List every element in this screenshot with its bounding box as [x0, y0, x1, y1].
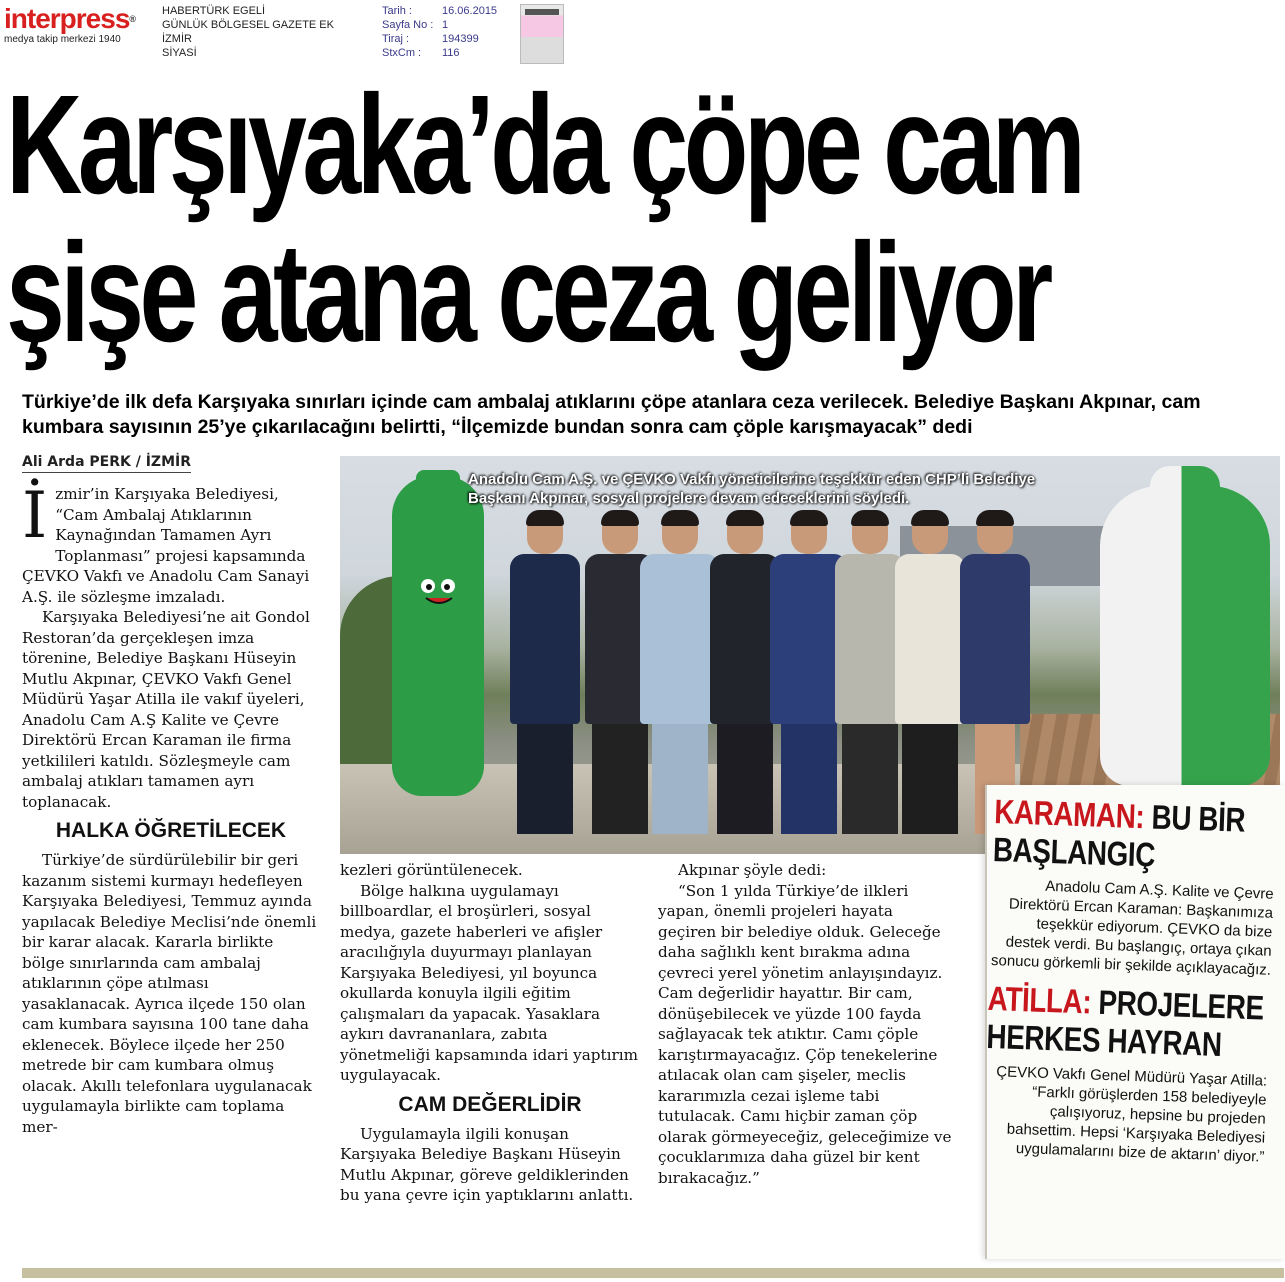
paragraph: Uygulamayla ilgili konuşan Karşıyaka Belediye Başkanı Hüseyin Mutlu Akpınar, göreve geldiklerinden bu yana çevre için yaptıklarını anlattı. — [340, 1124, 634, 1204]
person-legs — [902, 724, 958, 834]
lead-paragraph — [22, 479, 320, 607]
paragraph: Türkiye’de sürdürülebilir bir geri kazanım sistemi kurmayı hedefleyen Karşıyaka Belediyesi, Temmuz ayında yapılacak Belediye Meclisi’nde önemli bir karar alacak. Kararla birlikte bölge sınırlarında cam ambalaj atıklarının çöpe atılması yasaklanacak. Ayrıca ilçede 150 olan cam kumbara sayısına 100 tane daha eklenecek. Böylece ilçede her 250 metrede bir cam kumbara olmuş olacak. Akıllı telefonlara uygulanacak uygulamayla birlikte cam toplama mer- — [22, 851, 317, 1136]
person-hair — [726, 510, 764, 526]
photo-caption: Anadolu Cam A.Ş. ve ÇEVKO Vakfı yöneticilerine teşekkür eden CHP’li Belediye Başkanı Akpınar, sosyal projelere devam edeceklerini söyledi. — [468, 471, 1036, 507]
person-hair — [976, 510, 1014, 526]
headline — [6, 65, 1082, 371]
publication-info — [162, 4, 334, 60]
person-suit — [510, 554, 580, 724]
meta-value-circulation: 194399 — [442, 33, 479, 45]
clip-metadata — [382, 4, 512, 60]
publication-line: GÜNLÜK BÖLGESEL GAZETE EK — [162, 19, 334, 31]
bottle-neck — [1150, 466, 1220, 536]
logo-subtitle: medya takip merkezi 1940 — [4, 34, 121, 45]
section-heading: CAM DEĞERLİDİR — [398, 1092, 582, 1116]
meta-value-date: 16.06.2015 — [442, 5, 498, 17]
person-hair — [661, 510, 699, 526]
person-legs — [652, 724, 708, 834]
registered-mark: ® — [129, 14, 136, 24]
meta-value-stxcm: 116 — [442, 47, 460, 59]
person-legs — [842, 724, 898, 834]
paragraph: Bölge halkına uygulamayı billboardlar, el broşürleri, sosyal medya, gazete haberleri ve afişler aracılığıyla duyurmayı planlayan Karşıyaka Belediyesi, yıl boyunca okullarda konuyla ilgili eğitim çalışmaları da yapacak. Yasaklara aykırı davrananlara, zabıta yönetmeliği kapsamında idari yaptırım uygulayacak. — [340, 881, 638, 1084]
person-hair — [851, 510, 889, 526]
byline: Ali Arda PERK / İZMİR — [22, 454, 191, 473]
meta-label-circulation: Tiraj : — [382, 33, 410, 45]
person-hair — [911, 510, 949, 526]
paragraph: kezleri görüntülenecek. — [340, 861, 523, 879]
person-suit — [640, 554, 720, 724]
sidebar-title-name: KARAMAN: — [993, 793, 1145, 837]
bottom-border — [22, 1268, 1284, 1278]
interpress-logo — [4, 4, 154, 48]
sidebar-title-text: BU BİR BAŞLANGIÇ — [992, 798, 1246, 875]
green-bottle-mascot — [392, 476, 484, 796]
headline-line-1: Karşıyaka’da çöpe cam — [6, 65, 1082, 223]
person-hair — [601, 510, 639, 526]
subheadline: Türkiye’de ilk defa Karşıyaka sınırları içinde cam ambalaj atıklarını çöpe atanlara ceza verilecek. Belediye Başkanı Akpınar, cam kumbara sayısının 25’ye çıkarılacağını belirtti, “İlçemizde bundan sonra cam çöple karışmayacak” dedi — [22, 391, 1201, 438]
meta-label-page: Sayfa No : — [382, 19, 434, 31]
meta-value-page: 1 — [442, 19, 449, 31]
person-legs — [781, 724, 837, 834]
article-column-3 — [658, 860, 953, 1188]
person-legs — [517, 724, 573, 834]
person-hair — [790, 510, 828, 526]
sidebar-title-name: ATİLLA: — [987, 979, 1092, 1022]
publication-line: SİYASİ — [162, 47, 197, 59]
headline-line-2: şişe atana ceza geliyor — [6, 213, 1049, 371]
sidebar-title-text: PROJELERE HERKES HAYRAN — [985, 983, 1265, 1065]
drop-cap: İ — [22, 479, 48, 553]
meta-label-date: Tarih : — [382, 5, 412, 17]
person-hair — [526, 510, 564, 526]
bottle-neck — [416, 470, 460, 510]
sidebar-title-atilla — [986, 980, 1267, 1066]
section-heading: HALKA ÖĞRETİLECEK — [55, 819, 287, 842]
person-legs — [717, 724, 773, 834]
article-column-1 — [22, 479, 320, 1137]
paragraph: Akpınar şöyle dedi: — [678, 861, 827, 879]
quote-paragraph: “Son 1 yılda Türkiye’de ilkleri yapan, önemli projeleri hayata geçiren bir belediye olduk. Geleceğe daha sağlıklı kent bırakma adına çevreci yerel yönetim anlayışındayız. Cam değerlidir hayattır. Bir cam, dönüşebilecek ve yüzde 100 fayda sağlayacak tek atıktır. Camı çöple karıştırmayacağız. Çöp tenekelerine atılacak olan cam şişeler, meclis kararımızla cezai işleme tabi tutulacak. Camı hiçbir zaman çöp olarak görmeyeceğiz, geleceğimize ve çocuklarımıza daha güzel bir kent bırakacağız.” — [658, 881, 952, 1187]
mascot-face-icon — [414, 576, 464, 606]
publication-line: HABERTÜRK EGELİ — [162, 5, 266, 17]
person — [895, 510, 965, 834]
paragraph-text: zmir’in Karşıyaka Belediyesi, “Cam Ambalaj Atıklarının Kaynağından Tamamen Ayrı Toplanması” projesi kapsamında ÇEVKO Vakfı ve Anadolu Cam Sanayi A.Ş. ile sözleşme imzaladı. — [22, 485, 310, 606]
meta-label-stxcm: StxCm : — [382, 47, 422, 59]
person — [640, 510, 720, 834]
person-dress — [960, 554, 1030, 724]
publication-line: İZMİR — [162, 33, 192, 45]
person-jacket — [895, 554, 965, 724]
page-thumbnail — [520, 4, 564, 64]
article-column-2 — [340, 860, 640, 1206]
sidebar-title-karaman — [992, 793, 1273, 879]
sidebar-content — [982, 793, 1277, 1167]
paragraph: Karşıyaka Belediyesi’ne ait Gondol Restoran’da gerçekleşen imza törenine, Belediye Başkanı Hüseyin Mutlu Akpınar, ÇEVKO Vakfı Genel Müdürü Yaşar Atilla ile vakıf üyeleri, Anadolu Cam A.Ş Kalite ve Çevre Direktörü Ercan Karaman ile firma yetkilileri katıldı. Sözleşmeyle cam ambalaj atıkları tamamen ayrı toplanacak. — [22, 608, 310, 811]
quote-sidebar — [985, 785, 1285, 1259]
sidebar-quote-karaman: Anadolu Cam A.Ş. Kalite ve Çevre Direktörü Ercan Karaman: Başkanımıza teşekkür ediyorum. ÇEVKO da bize destek verdi. Bu başlangıç, ortaya çıkan sonucu görkemli bir şekilde açıklayacağız. — [990, 877, 1274, 979]
logo-wordmark — [4, 4, 154, 34]
white-green-bottle-mascot — [1100, 486, 1270, 786]
person — [510, 510, 580, 834]
sidebar-quote-atilla: ÇEVKO Vakfı Genel Müdürü Yaşar Atilla: “Farklı görüşlerden 158 belediyeyle çalışıyoruz, hepsine bu projeden bahsettim. Hepsi ‘Karşıyaka Belediyesi uygulamalarını bize de aktarın’ diyor.” — [996, 1063, 1268, 1166]
logo-text: interpress — [4, 3, 130, 34]
